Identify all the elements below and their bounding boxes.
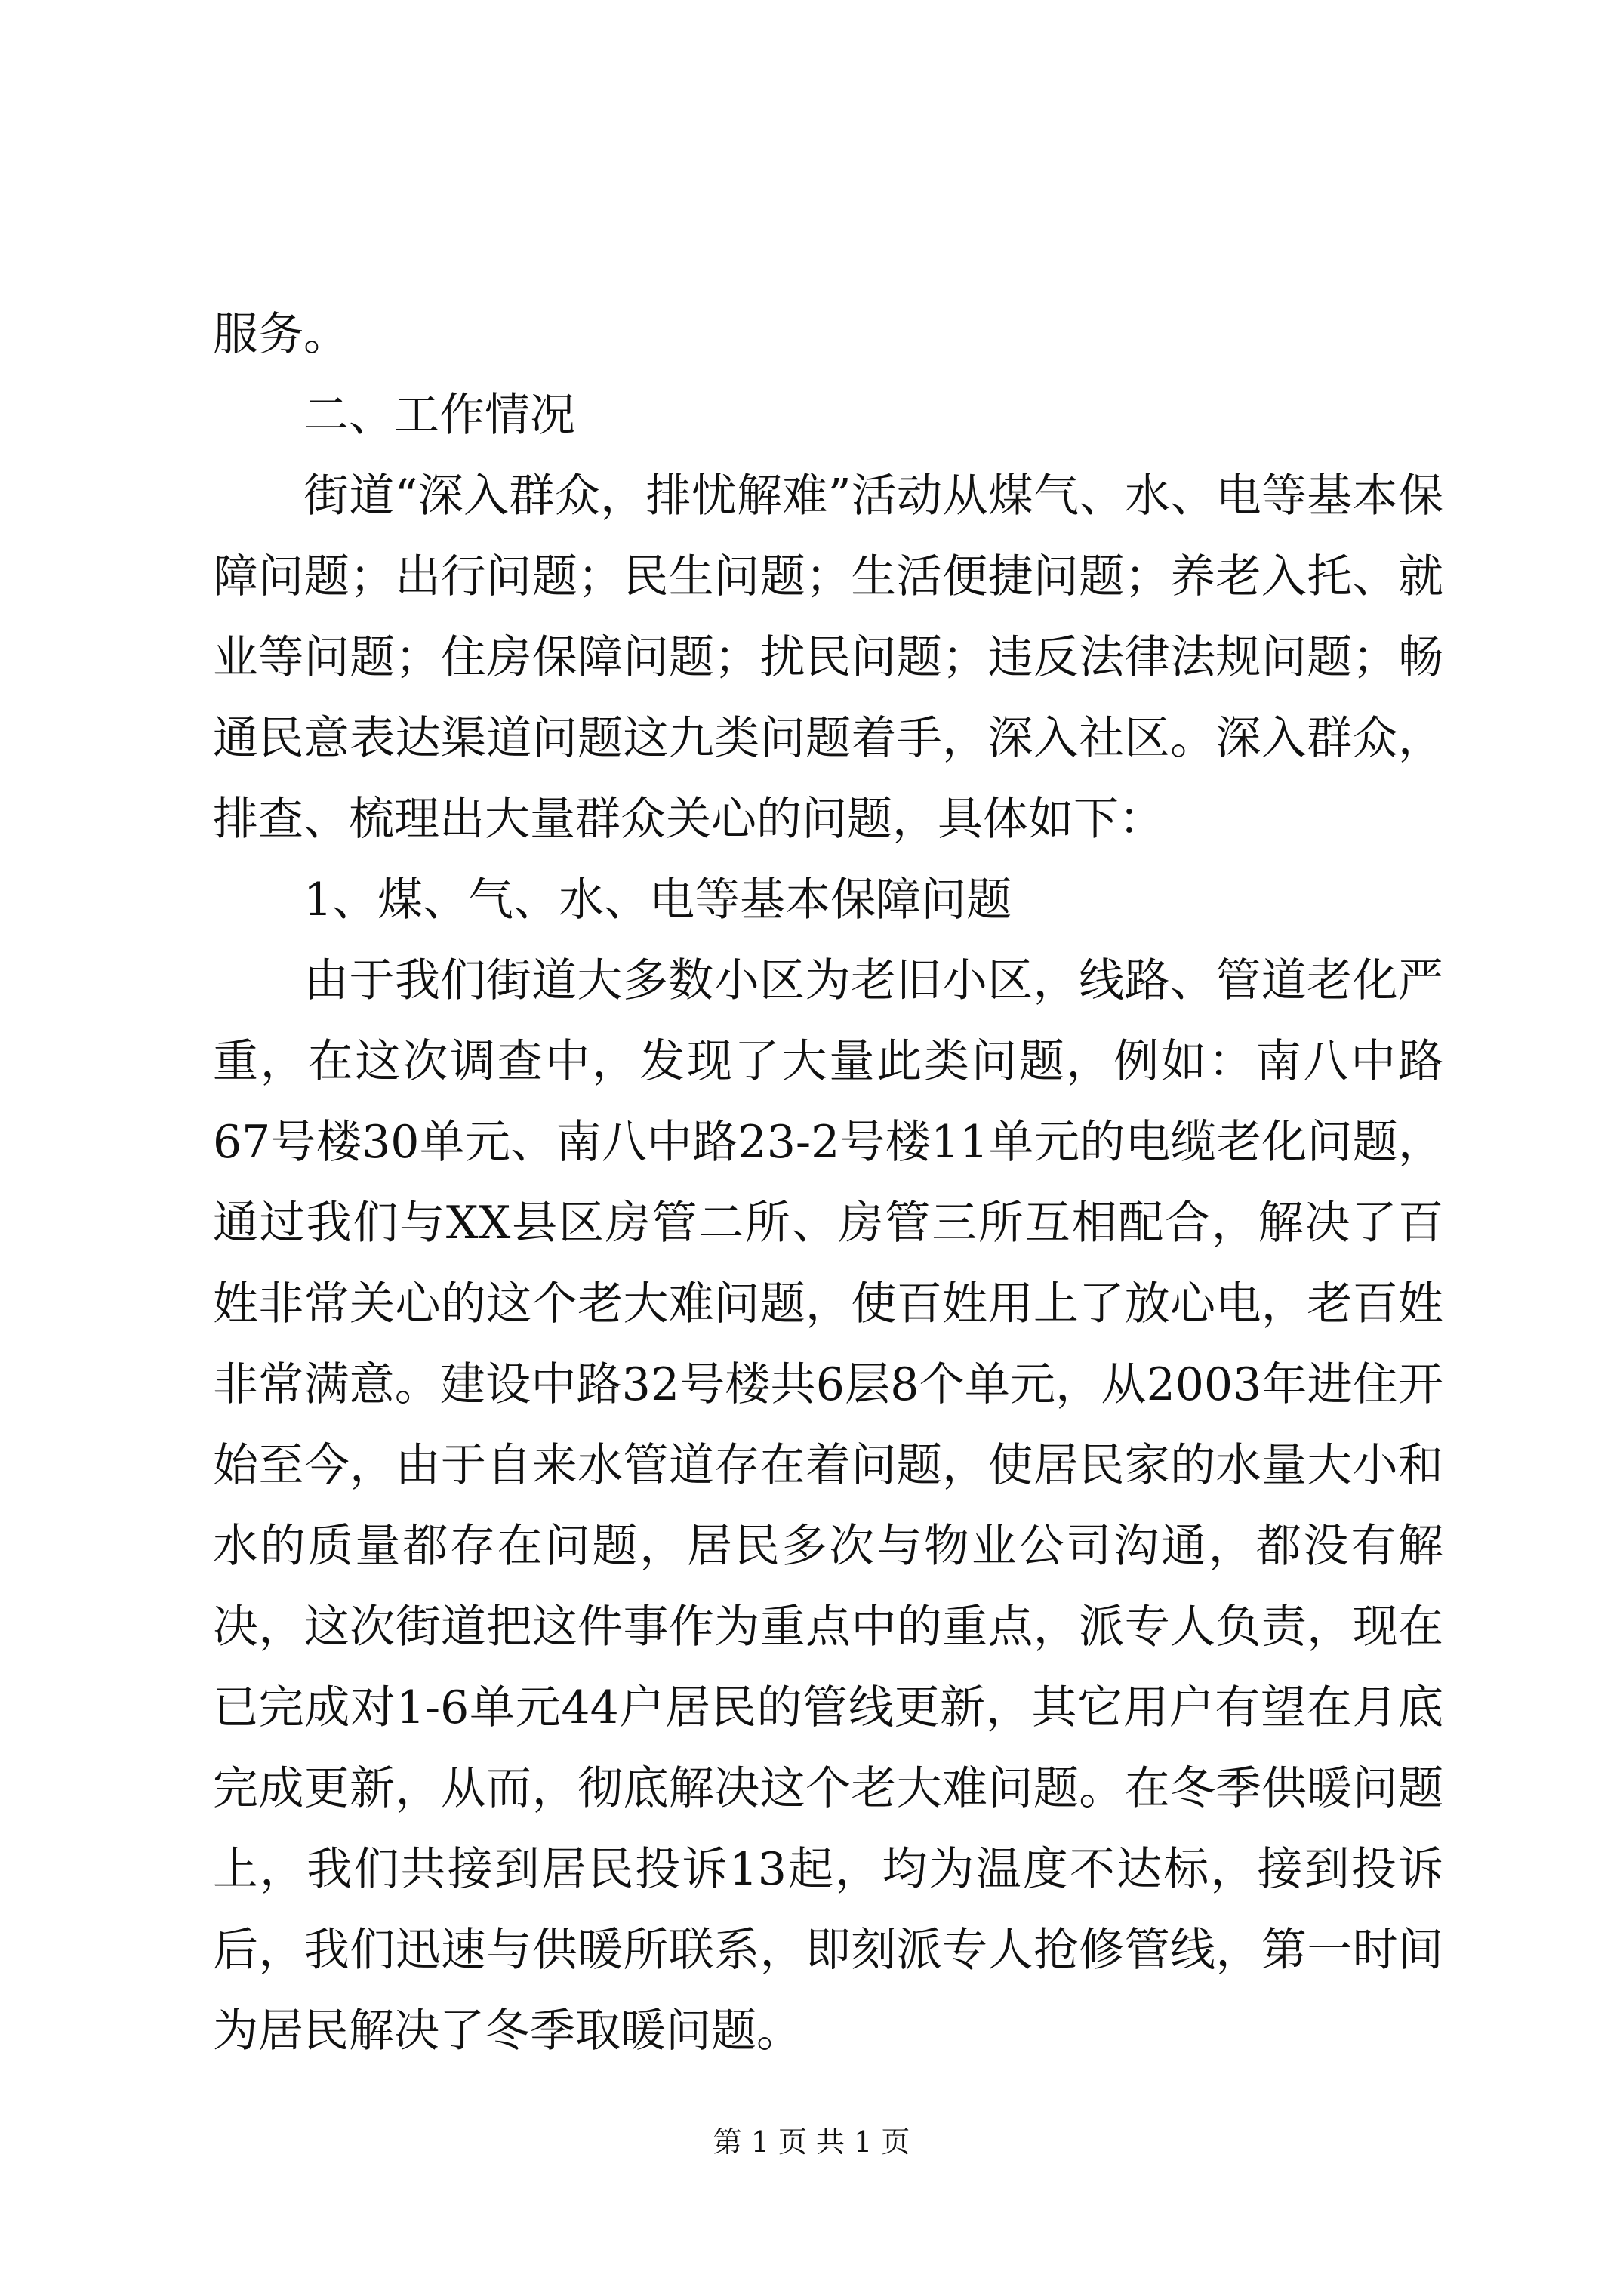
subsection-heading-basic-utilities: 1、煤、气、水、电等基本保障问题 bbox=[303, 874, 1012, 926]
paragraph-continuation: 服务。 bbox=[213, 308, 349, 361]
document-body bbox=[213, 294, 1443, 2072]
section-heading-work-situation: 二、工作情况 bbox=[303, 389, 575, 442]
page-number-footer: 第 1 页 共 1 页 bbox=[713, 2125, 910, 2159]
paragraph-intro: 街道“深入群众，排忧解难”活动从煤气、水、电等基本保障问题；出行问题；民生问题；生活便捷问题；养老入托、就业等问题；住房保障问题；扰民问题；违反法律法规问题；畅通民意表达渠道问题这九类问题着手，深入社区。深入群众，排查、梳理出大量群众关心的问题，具体如下： bbox=[213, 470, 1443, 846]
paragraph-utilities-detail: 由于我们街道大多数小区为老旧小区，线路、管道老化严重，在这次调查中，发现了大量此类问题，例如：南八中路67号楼30单元、南八中路23-2号楼11单元的电缆老化问题，通过我们与XX县区房管二所、房管三所互相配合，解决了百姓非常关心的这个老大难问题，使百姓用上了放心电，老百姓非常满意。建设中路32号楼共6层8个单元，从2003年进住开始至今，由于自来水管道存在着问题，使居民家的水量大小和水的质量都存在问题，居民多次与物业公司沟通，都没有解决，这次街道把这件事作为重点中的重点，派专人负责，现在已完成对1-6单元44户居民的管线更新，其它用户有望在月底完成更新，从而，彻底解决这个老大难问题。在冬季供暖问题上，我们共接到居民投诉13起，均为温度不达标，接到投诉后，我们迅速与供暖所联系，即刻派专人抢修管线，第一时间为居民解决了冬季取暖问题。 bbox=[213, 954, 1443, 2057]
